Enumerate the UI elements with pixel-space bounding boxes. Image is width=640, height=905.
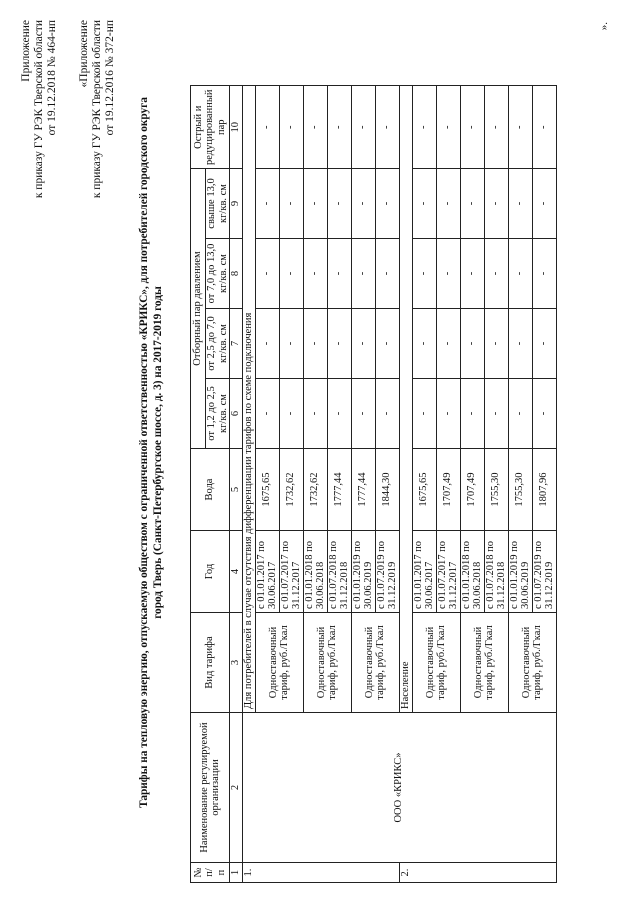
steam-value-sharp: -: [327, 86, 351, 169]
steam-value-p4: -: [484, 169, 508, 239]
steam-value-p3: -: [484, 239, 508, 309]
water-value: 1807,96: [532, 449, 556, 531]
section-number: 2.: [399, 863, 556, 883]
col-number: 4: [230, 531, 243, 613]
water-value: 1675,65: [412, 449, 436, 531]
water-value: 1755,30: [484, 449, 508, 531]
appendix-order-ref: к приказу ГУ РЭК Тверской области: [33, 20, 45, 199]
tariff-type: Одноставочный тариф, руб./Гкал: [255, 613, 303, 713]
steam-value-p3: -: [532, 239, 556, 309]
water-value: 1755,30: [508, 449, 532, 531]
steam-value-p1: -: [484, 379, 508, 449]
appendix-header: [20, 20, 59, 198]
water-value: 1707,49: [436, 449, 460, 531]
period-cell: с 01.01.2018 по 30.06.2018: [460, 531, 484, 613]
steam-value-p3: -: [327, 239, 351, 309]
steam-value-sharp: -: [436, 86, 460, 169]
col-number: 1: [230, 863, 243, 883]
tariff-type: Одноставочный тариф, руб./Гкал: [303, 613, 351, 713]
steam-value-p2: -: [375, 309, 399, 379]
table-header: [191, 86, 243, 883]
water-value: 1777,44: [351, 449, 375, 531]
steam-value-sharp: -: [255, 86, 279, 169]
steam-value-p3: -: [351, 239, 375, 309]
steam-value-p1: -: [255, 379, 279, 449]
steam-value-p2: -: [327, 309, 351, 379]
water-value: 1777,44: [327, 449, 351, 531]
steam-value-p1: -: [327, 379, 351, 449]
water-value: 1732,62: [303, 449, 327, 531]
col-number: 3: [230, 613, 243, 713]
steam-value-p4: -: [532, 169, 556, 239]
organization-name: ООО «КРИКС»: [242, 713, 556, 863]
appendix-order-date: от 19.12.2018 № 464-нп: [46, 20, 58, 136]
steam-value-p2: -: [460, 309, 484, 379]
document-title-line-2: город Тверь (Санкт-Петербургское шоссе, д. 3) на 2017-2019 годы: [152, 286, 164, 619]
col-number: 5: [230, 449, 243, 531]
steam-value-p2: -: [532, 309, 556, 379]
steam-value-p4: -: [460, 169, 484, 239]
steam-value-p4: -: [255, 169, 279, 239]
steam-value-sharp: -: [279, 86, 303, 169]
steam-value-sharp: -: [508, 86, 532, 169]
steam-value-p2: -: [303, 309, 327, 379]
steam-value-p1: -: [436, 379, 460, 449]
closing-quote: ».: [598, 22, 610, 31]
steam-value-p3: -: [436, 239, 460, 309]
steam-value-sharp: -: [412, 86, 436, 169]
steam-value-p4: -: [412, 169, 436, 239]
period-cell: с 01.07.2019 по 31.12.2019: [375, 531, 399, 613]
steam-value-p2: -: [436, 309, 460, 379]
steam-value-p2: -: [255, 309, 279, 379]
prior-appendix-order-ref: к приказу ГУ РЭК Тверской области: [91, 20, 103, 199]
steam-value-sharp: -: [484, 86, 508, 169]
period-cell: с 01.01.2018 по 30.06.2018: [303, 531, 327, 613]
period-cell: с 01.07.2017 по 31.12.2017: [436, 531, 460, 613]
water-value: 1844,30: [375, 449, 399, 531]
steam-value-p2: -: [351, 309, 375, 379]
steam-value-p1: -: [303, 379, 327, 449]
steam-value-p2: -: [484, 309, 508, 379]
period-cell: с 01.07.2018 по 31.12.2018: [327, 531, 351, 613]
tariff-type: Одноставочный тариф, руб./Гкал: [460, 613, 508, 713]
tariff-type: Одноставочный тариф, руб./Гкал: [508, 613, 556, 713]
section-row: [242, 86, 255, 883]
steam-value-sharp: -: [532, 86, 556, 169]
steam-value-p3: -: [460, 239, 484, 309]
steam-value-p4: -: [508, 169, 532, 239]
water-value: 1675,65: [255, 449, 279, 531]
steam-value-p3: -: [303, 239, 327, 309]
steam-value-p1: -: [375, 379, 399, 449]
col-number: 9: [230, 169, 243, 239]
col-header-pressure-2: от 2,5 до 7,0 кг/кв. см: [206, 309, 230, 379]
steam-value-p1: -: [351, 379, 375, 449]
steam-value-p3: -: [412, 239, 436, 309]
steam-value-p3: -: [508, 239, 532, 309]
steam-value-p4: -: [303, 169, 327, 239]
steam-value-p2: -: [508, 309, 532, 379]
steam-value-p1: -: [460, 379, 484, 449]
steam-value-p4: -: [436, 169, 460, 239]
section-title: Для потребителей в случае отсутствия дифференциации тарифов по схеме подключения: [242, 86, 255, 713]
period-cell: с 01.01.2019 по 30.06.2019: [508, 531, 532, 613]
steam-value-sharp: -: [351, 86, 375, 169]
col-number: 7: [230, 309, 243, 379]
water-value: 1707,49: [460, 449, 484, 531]
tariff-type: Одноставочный тариф, руб./Гкал: [412, 613, 460, 713]
col-number: 6: [230, 379, 243, 449]
prior-appendix-order-date: от 19.12.2016 № 372-нп: [104, 20, 116, 136]
col-header-pressure-1: от 1,2 до 2,5 кг/кв. см: [206, 379, 230, 449]
period-cell: с 01.07.2018 по 31.12.2018: [484, 531, 508, 613]
section-title: Население: [399, 86, 412, 713]
prior-appendix-label: «Приложение: [78, 20, 90, 88]
tariff-table: [190, 85, 557, 883]
tariff-type: Одноставочный тариф, руб./Гкал: [351, 613, 399, 713]
period-cell: с 01.01.2017 по 30.06.2017: [255, 531, 279, 613]
col-header-pressure-4: свыше 13,0 кг/кв. см: [206, 169, 230, 239]
steam-value-p1: -: [508, 379, 532, 449]
col-header-org: Наименование регулируемой организации: [191, 713, 230, 863]
steam-value-p3: -: [279, 239, 303, 309]
col-header-no: № п/п: [191, 863, 230, 883]
col-header-year: Год: [191, 531, 230, 613]
col-header-water: Вода: [191, 449, 230, 531]
prior-appendix-header: [78, 20, 117, 198]
steam-value-p3: -: [375, 239, 399, 309]
water-value: 1732,62: [279, 449, 303, 531]
steam-value-p4: -: [279, 169, 303, 239]
period-cell: с 01.07.2019 по 31.12.2019: [532, 531, 556, 613]
col-number: 10: [230, 86, 243, 169]
steam-value-p3: -: [255, 239, 279, 309]
col-number: 8: [230, 239, 243, 309]
steam-value-p4: -: [375, 169, 399, 239]
column-number-row: [230, 86, 243, 883]
col-header-tariff-type: Вид тарифа: [191, 613, 230, 713]
table-body: [242, 86, 556, 883]
steam-value-p4: -: [327, 169, 351, 239]
period-cell: с 01.01.2019 по 30.06.2019: [351, 531, 375, 613]
period-cell: с 01.07.2017 по 31.12.2017: [279, 531, 303, 613]
steam-value-sharp: -: [460, 86, 484, 169]
col-header-sharp-steam: Острый и редуцированный пар: [191, 86, 230, 169]
steam-value-sharp: -: [375, 86, 399, 169]
section-number: 1.: [242, 863, 399, 883]
steam-value-p1: -: [412, 379, 436, 449]
appendix-label: Приложение: [20, 20, 32, 82]
steam-value-sharp: -: [303, 86, 327, 169]
steam-value-p1: -: [532, 379, 556, 449]
document-title-line-1: Тарифы на тепловую энергию, отпускаемую обществом с ограниченной ответственностью «КРИКС», для потребителей городского округа: [138, 97, 150, 808]
col-number: 2: [230, 713, 243, 863]
col-header-steam-group: Отборный пар давлением: [191, 169, 206, 449]
col-header-pressure-3: от 7,0 до 13,0 кг/кв. см: [206, 239, 230, 309]
steam-value-p1: -: [279, 379, 303, 449]
steam-value-p2: -: [279, 309, 303, 379]
steam-value-p2: -: [412, 309, 436, 379]
period-cell: с 01.01.2017 по 30.06.2017: [412, 531, 436, 613]
steam-value-p4: -: [351, 169, 375, 239]
